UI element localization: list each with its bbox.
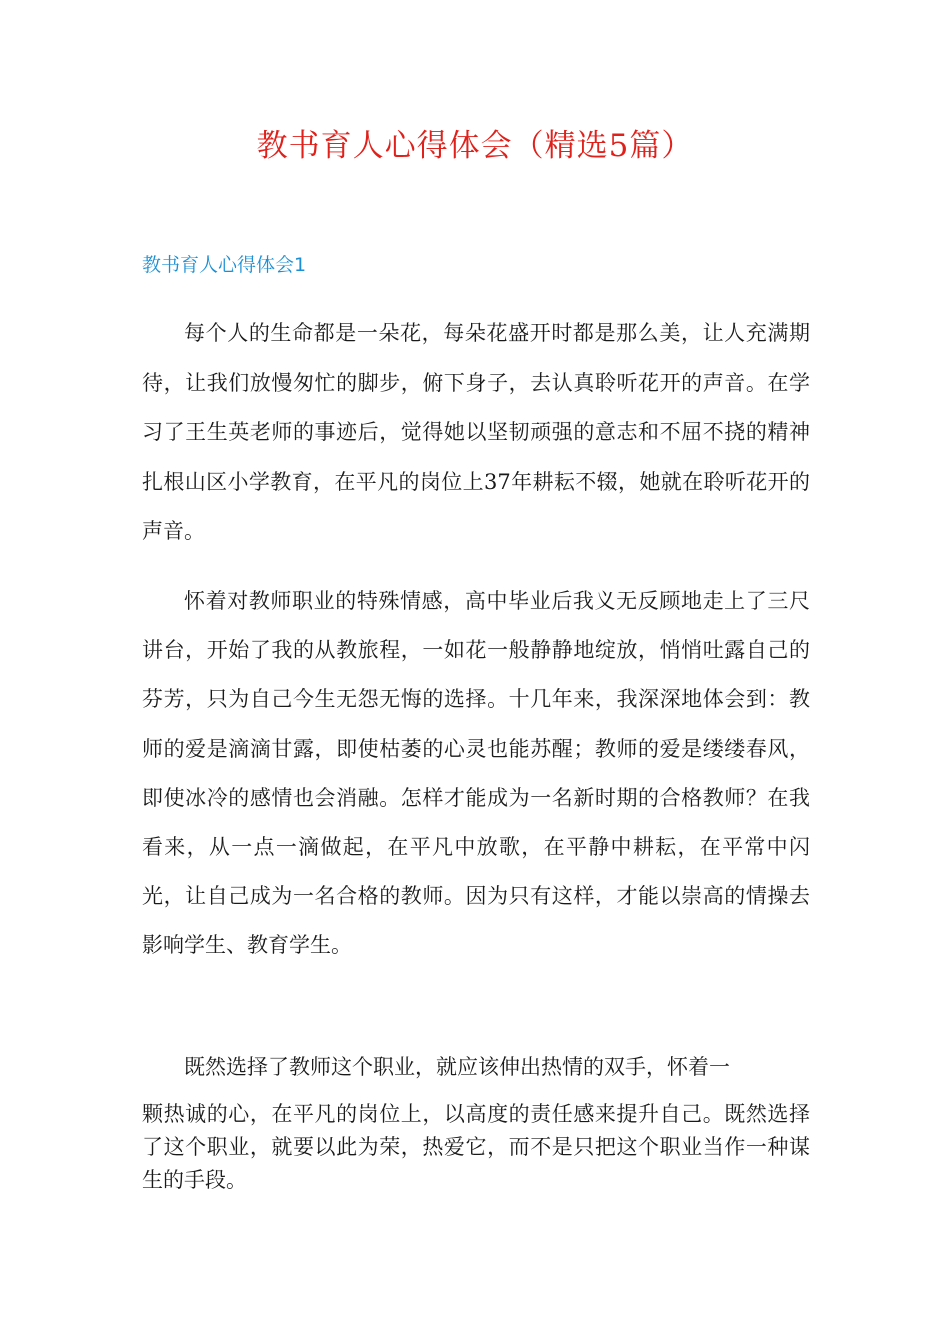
paragraph-2: 怀着对教师职业的特殊情感，高中毕业后我义无反顾地走上了三尺讲台，开始了我的从教旅程，一如花一般静静地绽放，悄悄吐露自己的芬芳，只为自己今生无怨无悔的选择。十几年来，我深深地体会到：教师的爱是滴滴甘露，即使枯萎的心灵也能苏醒；教师的爱是缕缕春风，即使冰冷的感情也会消融。怎样才能成为一名新时期的合格教师？在我看来，从一点一滴做起，在平凡中放歌，在平静中耕耘，在平常中闪光，让自己成为一名合格的教师。因为只有这样，才能以崇高的情操去影响学生、教育学生。 bbox=[142, 589, 810, 958]
paragraph-1: 每个人的生命都是一朵花，每朵花盛开时都是那么美，让人充满期待，让我们放慢匆忙的脚步，俯下身子，去认真聆听花开的声音。在学习了王生英老师的事迹后，觉得她以坚韧顽强的意志和不屈不挠的精神扎根山区小学教育，在平凡的岗位上37年耕耘不辍，她就在聆听花开的声音。 bbox=[142, 321, 810, 543]
paragraph-3-rest: 颗热诚的心，在平凡的岗位上，以高度的责任感来提升自己。既然选择了这个职业，就要以此为荣，热爱它，而不是只把这个职业当作一种谋生的手段。 bbox=[142, 1102, 810, 1192]
paragraph-3-first-line: 既然选择了教师这个职业，就应该伸出热情的双手，怀着一 bbox=[184, 1055, 730, 1079]
paragraph-3 bbox=[142, 1051, 810, 1197]
section-heading: 教书育人心得体会1 bbox=[142, 254, 307, 276]
document-title: 教书育人心得体会（精选5篇） bbox=[256, 128, 694, 164]
